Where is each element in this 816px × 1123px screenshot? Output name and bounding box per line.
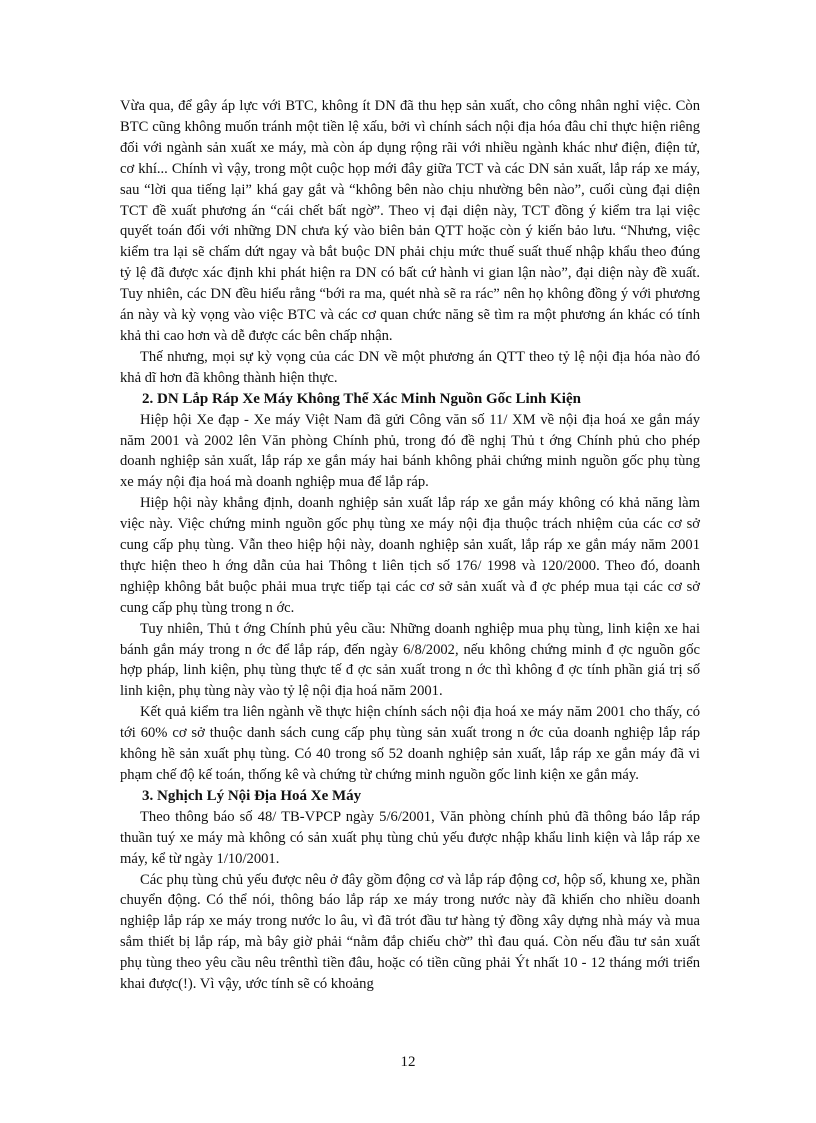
paragraph: Các phụ tùng chủ yếu được nêu ở đây gồm động cơ và lắp ráp động cơ, hộp số, khung xe, phần chuyển động. Có thể nói, thông báo lắp ráp xe máy trong nước này đã khiến cho nhiều doanh nghiệp lắp ráp xe máy trong nước lo âu, vì đã trót đầu tư hàng tỷ đồng xây dựng nhà máy và mua sắm thiết bị lắp ráp, mà bây giờ phải “nằm đắp chiếu chờ” thì đau quá. Còn nếu đầu tư sản xuất phụ tùng theo yêu cầu nêu trênthì tiền đâu, hoặc có tiền cũng phải Ýt nhất 10 - 12 tháng mới triển khai được(!). Vì vậy, ước tính sẽ có khoảng xyxy=(120,871,700,993)
document-body xyxy=(120,96,700,995)
page-number: 12 xyxy=(400,1054,416,1070)
paragraph: Theo thông báo số 48/ TB-VPCP ngày 5/6/2001, Văn phòng chính phủ đã thông báo lắp ráp thuần tuý xe máy mà không có sản xuất phụ tùng chủ yếu được nhập khẩu linh kiện và lắp ráp xe máy, kể từ ngày 1/10/2001. xyxy=(120,808,700,867)
paragraph: Tuy nhiên, Thủ t ớng Chính phủ yêu cầu: Những doanh nghiệp mua phụ tùng, linh kiện xe hai bánh gắn máy trong n ớc để lắp ráp, đến ngày 6/8/2002, nếu không chứng minh đ ợc nguồn gốc hợp pháp, linh kiện, phụ tùng thực tế đ ợc sản xuất trong n ớc thì không đ ợc tính phần giá trị số linh kiện, phụ tùng này vào tỷ lệ nội địa hoá năm 2001. xyxy=(120,620,700,700)
paragraph: Vừa qua, để gây áp lực với BTC, không ít DN đã thu hẹp sản xuất, cho công nhân nghỉ việc. Còn BTC cũng không muốn tránh một tiền lệ xấu, bởi vì chính sách nội địa hóa đâu chỉ thực hiện riêng đối với ngành sản xuất xe máy, mà còn áp dụng rộng rãi với nhiều ngành khác như điện, điện tử, cơ khí... Chính vì vậy, trong một cuộc họp mới đây giữa TCT và các DN sản xuất, lắp ráp xe máy, sau “lời qua tiếng lại” khá gay gắt và “không bên nào chịu nhường bên nào”, cuối cùng đại diện TCT đề xuất phương án “cái chết bất ngờ”. Theo vị đại diện này, TCT đồng ý kiểm tra lại việc quyết toán đối với những DN chưa ký vào biên bản QTT hoặc còn ý kiến bảo lưu. “Nhưng, việc kiểm tra lại sẽ chấm dứt ngay và bắt buộc DN phải chịu mức thuế suất thuế nhập khẩu theo đúng tỷ lệ đã được xác định khi phát hiện ra DN có bất cứ hành vi gian lận nào”, đại diện này đề xuất. Tuy nhiên, các DN đều hiểu rằng “bới ra ma, quét nhà sẽ ra rác” nên họ không đồng ý với phương án này và kỳ vọng vào việc BTC và các cơ quan chức năng sẽ tìm ra một phương án khác có tính khả thi cao hơn và dễ được các bên chấp nhận. xyxy=(120,98,700,344)
paragraph: Kết quả kiểm tra liên ngành về thực hiện chính sách nội địa hoá xe máy năm 2001 cho thấy, có tới 60% cơ sở thuộc danh sách cung cấp phụ tùng sản xuất trong n ớc của doanh nghiệp lắp ráp không hề sản xuất phụ tùng. Có 40 trong số 52 doanh nghiệp sản xuất, lắp ráp xe gắn máy đã vi phạm chế độ kế toán, thống kê và chứng từ chứng minh nguồn gốc linh kiện xe gắn máy. xyxy=(120,704,700,783)
paragraph: Thế nhưng, mọi sự kỳ vọng của các DN về một phương án QTT theo tỷ lệ nội địa hóa nào đó khả dĩ hơn đã không thành hiện thực. xyxy=(120,348,700,386)
paragraph: Hiệp hội Xe đạp - Xe máy Việt Nam đã gửi Công văn số 11/ XM về nội địa hoá xe gắn máy năm 2001 và 2002 lên Văn phòng Chính phủ, trong đó đề nghị Thủ t ớng Chính phủ cho phép doanh nghiệp sản xuất, lắp ráp xe gắn máy hai bánh không phải chứng minh nguồn gốc phụ tùng xe máy nội địa hoá mà doanh nghiệp mua để lắp ráp. xyxy=(120,411,700,491)
paragraph: Hiệp hội này khẳng định, doanh nghiệp sản xuất lắp ráp xe gắn máy không có khả năng làm việc này. Việc chứng minh nguồn gốc phụ tùng xe máy nội địa thuộc trách nhiệm của các cơ sở cung cấp phụ tùng. Vẫn theo hiệp hội này, doanh nghiệp sản xuất, lắp ráp xe gắn máy năm 2001 thực hiện theo h ớng dẫn của hai Thông t liên tịch số 176/ 1998 và 120/2000. Theo đó, doanh nghiệp không bắt buộc phải mua trực tiếp tại các cơ sở sản xuất và đ ợc phép mua tại các cơ sở cung cấp phụ tùng trong n ớc. xyxy=(120,495,700,616)
section-heading: 2. DN Lắp Ráp Xe Máy Không Thể Xác Minh Nguồn Gốc Linh Kiện xyxy=(142,390,581,407)
section-heading: 3. Nghịch Lý Nội Địa Hoá Xe Máy xyxy=(142,787,362,804)
